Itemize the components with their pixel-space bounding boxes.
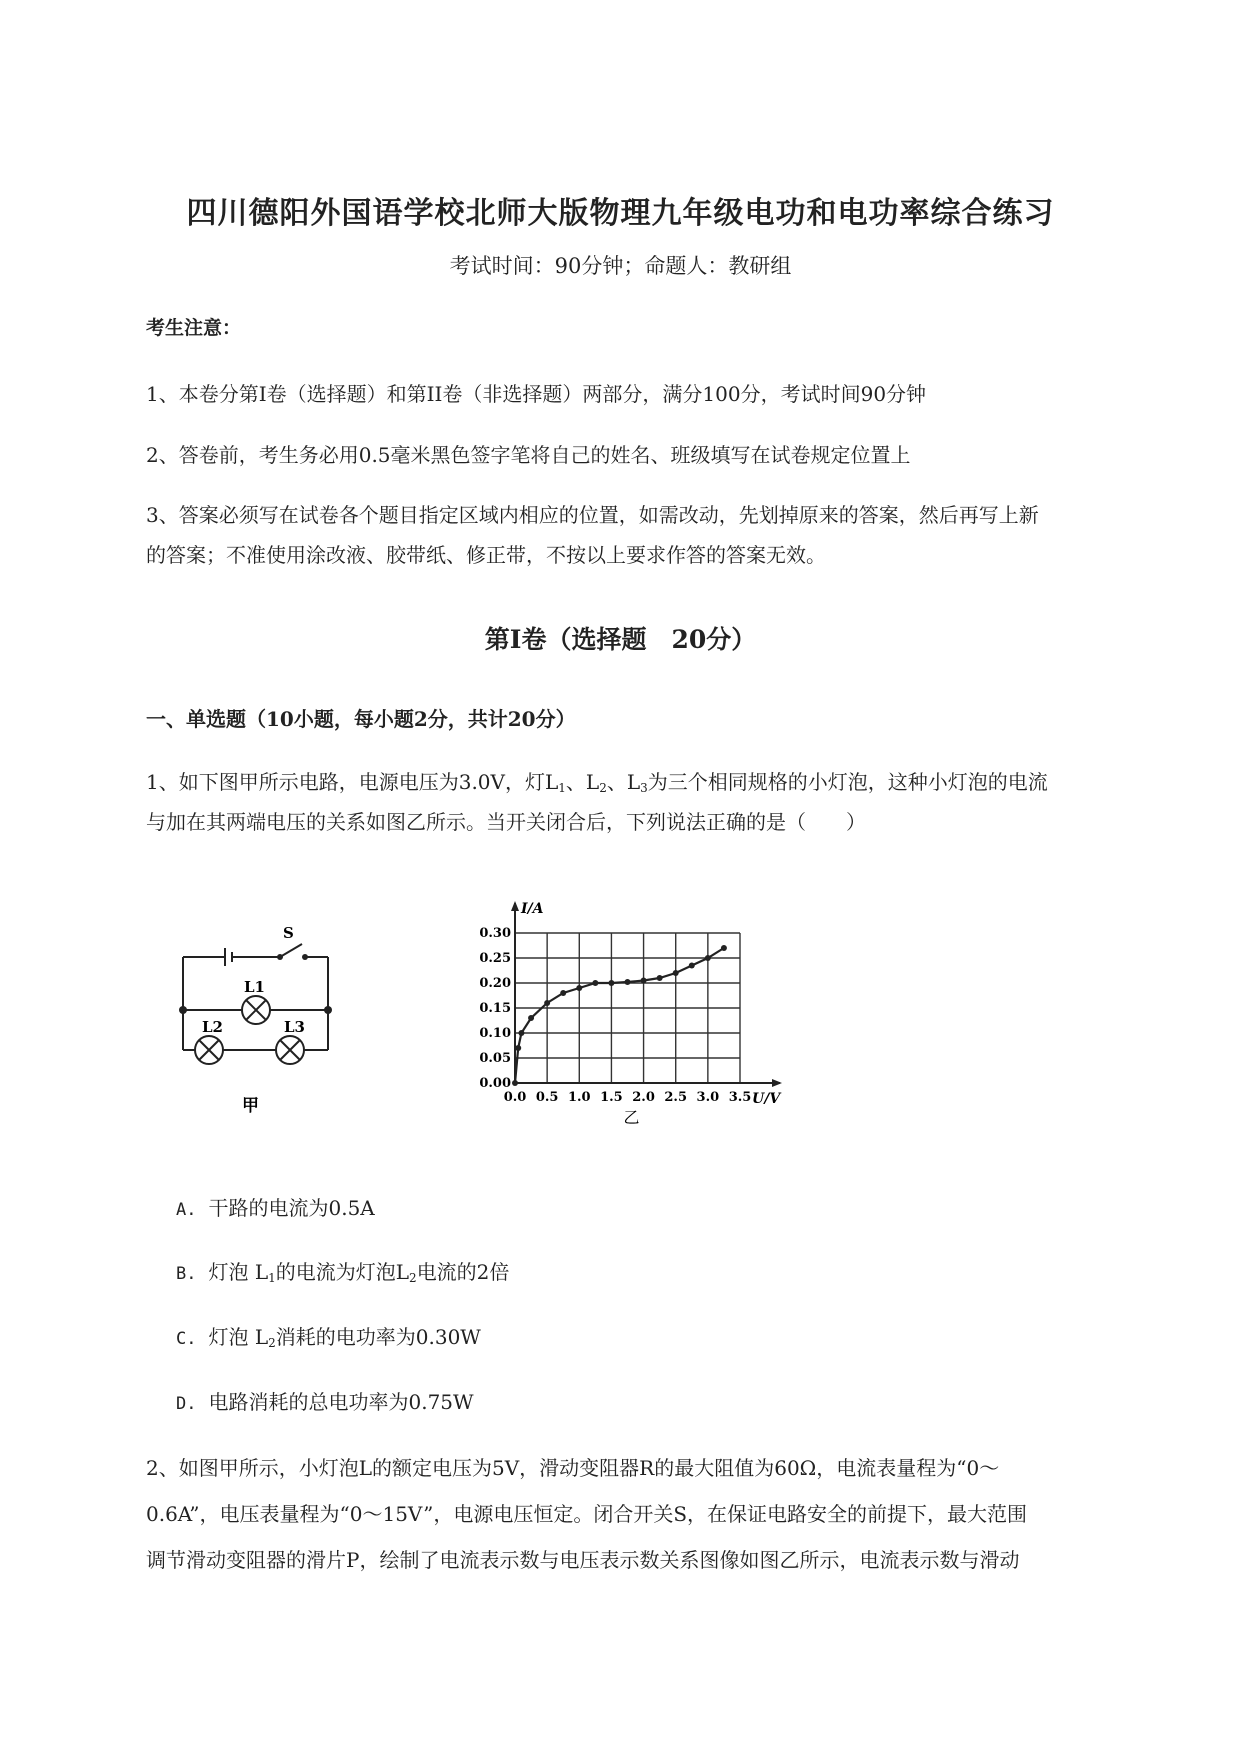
chart-point [576, 985, 582, 991]
chart-point [625, 979, 631, 985]
chart-x-axis-label: U/V [752, 1091, 781, 1107]
question-2-line: 2、如图甲所示，小灯泡L的额定电压为5V，滑动变阻器R的最大阻值为60Ω，电流表量程为“0～ [146, 1456, 1000, 1480]
question-2-line: 0.6A”，电压表量程为“0～15V”，电源电压恒定。闭合开关S，在保证电路安全的前提下，最大范围 [146, 1502, 1028, 1526]
circuit-caption: 甲 [242, 1096, 259, 1116]
exam-title: 四川德阳外国语学校北师大版物理九年级电功和电功率综合练习 [186, 196, 1055, 231]
option-text: 灯泡 L [208, 1325, 269, 1349]
option-text: 电流的2倍 [416, 1260, 510, 1284]
chart-point [518, 1030, 524, 1036]
option-letter: D. [176, 1394, 197, 1414]
notice-heading: 考生注意： [146, 317, 242, 339]
option-sub: 2 [409, 1271, 417, 1285]
lamp-l2-label: L2 [202, 1018, 223, 1036]
option-letter: C. [176, 1329, 197, 1349]
chart-point [705, 955, 711, 961]
y-tick-label: 0.25 [479, 951, 511, 966]
chart-point [673, 970, 679, 976]
q1-sub: 1 [558, 781, 566, 795]
chart-axes [511, 901, 782, 1087]
chart-points [512, 945, 727, 1086]
lamp-l3-label: L3 [284, 1018, 305, 1036]
iv-chart [470, 890, 820, 1130]
option-letter: B. [176, 1264, 197, 1284]
option-text: 的电流为灯泡L [275, 1260, 410, 1284]
question-2-line: 调节滑动变阻器的滑片P，绘制了电流表示数与电压表示数关系图像如图乙所示，电流表示数与滑动 [146, 1548, 1020, 1572]
question-1-line-2: 与加在其两端电压的关系如图乙所示。当开关闭合后，下列说法正确的是（ ） [146, 810, 866, 834]
chart-point [608, 980, 614, 986]
y-tick-label: 0.15 [479, 1001, 511, 1016]
chart-point [515, 1045, 521, 1051]
q1-text: 、L [606, 770, 641, 794]
q1-text: 为三个相同规格的小灯泡，这种小灯泡的电流 [647, 770, 1048, 794]
option-sub: 2 [268, 1336, 276, 1350]
exam-subtitle: 考试时间：90分钟；命题人：教研组 [449, 254, 792, 278]
lamp-l1-icon [242, 996, 270, 1024]
option-d[interactable] [176, 1386, 474, 1415]
option-text: 电路消耗的总电功率为0.75W [208, 1390, 474, 1414]
x-tick-label: 1.5 [600, 1090, 623, 1105]
q1-sub: 2 [599, 781, 607, 795]
x-tick-label: 3.5 [728, 1090, 752, 1105]
lamp-l3-icon [276, 1036, 304, 1064]
x-tick-label: 1.0 [567, 1090, 591, 1105]
section-heading: 第I卷（选择题 20分） [484, 625, 757, 654]
option-c[interactable] [176, 1321, 481, 1350]
notice-item: 1、本卷分第I卷（选择题）和第II卷（非选择题）两部分，满分100分，考试时间90分钟 [146, 382, 927, 406]
y-tick-label: 0.20 [479, 976, 511, 991]
option-b[interactable] [176, 1256, 509, 1285]
q1-text: 、L [565, 770, 600, 794]
x-tick-label: 3.0 [696, 1090, 720, 1105]
q1-text: 1、如下图甲所示电路，电源电压为3.0V，灯L [146, 770, 559, 794]
option-text: 灯泡 L [208, 1260, 269, 1284]
chart-point [689, 963, 695, 969]
y-tick-label: 0.10 [479, 1026, 511, 1041]
part-heading: 一、单选题（10小题，每小题2分，共计20分） [146, 707, 576, 731]
notice-item: 3、答案必须写在试卷各个题目指定区域内相应的位置，如需改动，先划掉原来的答案，然后再写上新 [146, 503, 1039, 527]
chart-point [641, 978, 647, 984]
option-text: 干路的电流为0.5A [208, 1196, 375, 1220]
switch-label: S [283, 924, 294, 942]
chart-point [544, 1000, 550, 1006]
x-tick-label: 0.5 [535, 1090, 559, 1105]
chart-point [721, 945, 727, 951]
chart-point [528, 1015, 534, 1021]
chart-caption: 乙 [623, 1108, 640, 1127]
x-tick-label: 0.0 [503, 1090, 527, 1105]
chart-point [657, 975, 663, 981]
chart-tick-labels [479, 926, 751, 1105]
lamp-l1-label: L1 [244, 978, 265, 996]
q1-sub: 3 [640, 781, 648, 795]
x-axis-arrow-icon [772, 1079, 782, 1087]
lamp-l2-icon [195, 1036, 223, 1064]
option-sub: 1 [268, 1271, 276, 1285]
circuit-diagram [170, 920, 350, 1120]
notice-item: 的答案；不准使用涂改液、胶带纸、修正带，不按以上要求作答的答案无效。 [146, 543, 826, 567]
x-tick-label: 2.0 [632, 1090, 655, 1105]
option-a[interactable] [176, 1192, 375, 1221]
y-tick-label: 0.30 [479, 926, 511, 941]
notice-item: 2、答卷前，考生务必用0.5毫米黑色签字笔将自己的姓名、班级填写在试卷规定位置上 [146, 443, 911, 467]
y-axis-arrow-icon [511, 901, 519, 911]
option-letter: A. [176, 1200, 197, 1220]
chart-point [592, 980, 598, 986]
option-text: 消耗的电功率为0.30W [275, 1325, 481, 1349]
chart-point [560, 990, 566, 996]
chart-y-axis-label: I/A [521, 901, 544, 917]
chart-point [512, 1080, 518, 1086]
x-tick-label: 2.5 [664, 1090, 688, 1105]
y-tick-label: 0.00 [479, 1076, 511, 1091]
y-tick-label: 0.05 [479, 1051, 511, 1066]
